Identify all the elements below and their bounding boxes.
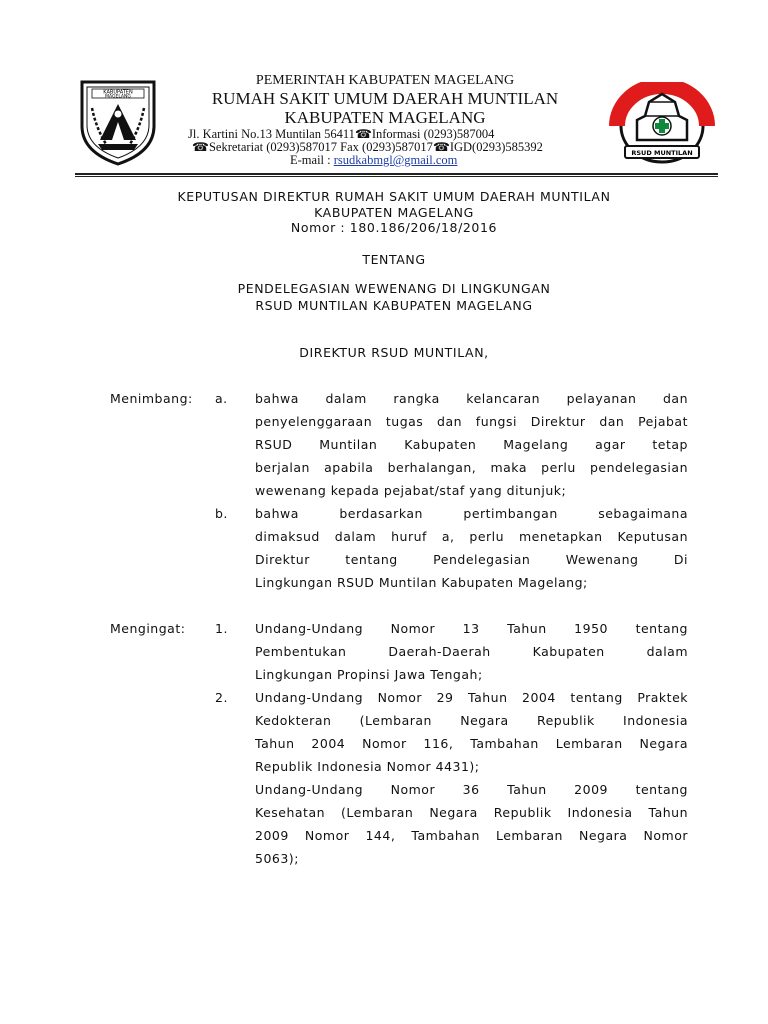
phone-icon: ☎ <box>354 127 372 141</box>
phone-icon: ☎ <box>191 140 210 154</box>
menimbang-label: Menimbang: <box>110 391 193 406</box>
issuer-heading: DIREKTUR RSUD MUNTILAN, <box>299 345 489 360</box>
subject-line1: PENDELEGASIAN WEWENANG DI LINGKUNGAN <box>237 281 551 296</box>
paragraph-line: Lingkungan Propinsi Jawa Tengah; <box>255 667 483 682</box>
paragraph-line: Kedokteran (Lembaran Negara Republik Indonesia <box>255 713 688 728</box>
logo-caption: RSUD MUNTILAN <box>631 149 693 157</box>
item-marker: b. <box>215 506 228 521</box>
paragraph-line: 5063); <box>255 851 299 866</box>
igd-phone: IGD(0293)585392 <box>449 140 543 154</box>
paragraph-line: Direktur tentang Pendelegasian Wewenang Di <box>255 552 688 567</box>
about-heading: TENTANG <box>362 252 426 267</box>
paragraph-line: bahwa dalam rangka kelancaran pelayanan dan <box>255 391 688 406</box>
letterhead-divider <box>75 173 718 175</box>
item-marker: 2. <box>215 690 228 705</box>
decree-title-line1: KEPUTUSAN DIREKTUR RUMAH SAKIT UMUM DAERAH MUNTILAN <box>177 189 611 204</box>
regency-name: KABUPATEN MAGELANG <box>284 108 486 127</box>
paragraph-line: penyelenggaraan tugas dan fungsi Direktur dan Pejabat <box>255 414 688 429</box>
mengingat-label: Mengingat: <box>110 621 186 636</box>
email-label: E-mail : <box>290 153 334 167</box>
paragraph-line: Kesehatan (Lembaran Negara Republik Indonesia Tahun <box>255 805 688 820</box>
paragraph-line: Undang-Undang Nomor 29 Tahun 2004 tentang Praktek <box>255 690 688 705</box>
kabupaten-magelang-emblem <box>78 78 158 166</box>
letterhead-divider-thin <box>75 176 718 177</box>
paragraph-line: berjalan apabila berhalangan, maka perlu pendelegasian <box>255 460 688 475</box>
email-line <box>290 153 510 168</box>
decree-number: Nomor : 180.186/206/18/2016 <box>290 220 498 235</box>
address: Jl. Kartini No.13 Muntilan 56411 <box>188 127 355 141</box>
paragraph-line: Tahun 2004 Nomor 116, Tambahan Lembaran Negara <box>255 736 688 751</box>
paragraph-line: wewenang kepada pejabat/staf yang ditunjuk; <box>255 483 567 498</box>
rsud-muntilan-logo <box>607 82 717 164</box>
government-name: PEMERINTAH KABUPATEN MAGELANG <box>255 73 515 88</box>
paragraph-line: bahwa berdasarkan pertimbangan sebagaimana <box>255 506 688 521</box>
email-link[interactable]: rsudkabmgl@gmail.com <box>333 153 458 167</box>
paragraph-line: Republik Indonesia Nomor 4431); <box>255 759 480 774</box>
paragraph-line: Undang-Undang Nomor 36 Tahun 2009 tentang <box>255 782 688 797</box>
paragraph-line: dimaksud dalam huruf a, perlu menetapkan Keputusan <box>255 529 688 544</box>
decree-title-line2: KABUPATEN MAGELANG <box>314 205 474 220</box>
paragraph-line: RSUD Muntilan Kabupaten Magelang agar tetap <box>255 437 688 452</box>
hospital-name: RUMAH SAKIT UMUM DAERAH MUNTILAN <box>211 89 559 108</box>
paragraph-line: Lingkungan RSUD Muntilan Kabupaten Magelang; <box>255 575 588 590</box>
phone-icon: ☎ <box>432 140 450 154</box>
paragraph-line: 2009 Nomor 144, Tambahan Lembaran Negara Nomor <box>255 828 688 843</box>
emblem-text-top: KABUPATEN <box>103 89 133 96</box>
secretariat-phone: Sekretariat (0293)587017 Fax (0293)587017 <box>208 140 433 154</box>
paragraph-line: Undang-Undang Nomor 13 Tahun 1950 tentang <box>255 621 688 636</box>
info-phone: Informasi (0293)587004 <box>371 127 495 141</box>
item-marker: 1. <box>215 621 228 636</box>
item-marker: a. <box>215 391 228 406</box>
emblem-text-bottom: MAGELANG <box>105 94 131 100</box>
paragraph-line: Pembentukan Daerah-Daerah Kabupaten dalam <box>255 644 688 659</box>
subject-line2: RSUD MUNTILAN KABUPATEN MAGELANG <box>255 298 533 313</box>
